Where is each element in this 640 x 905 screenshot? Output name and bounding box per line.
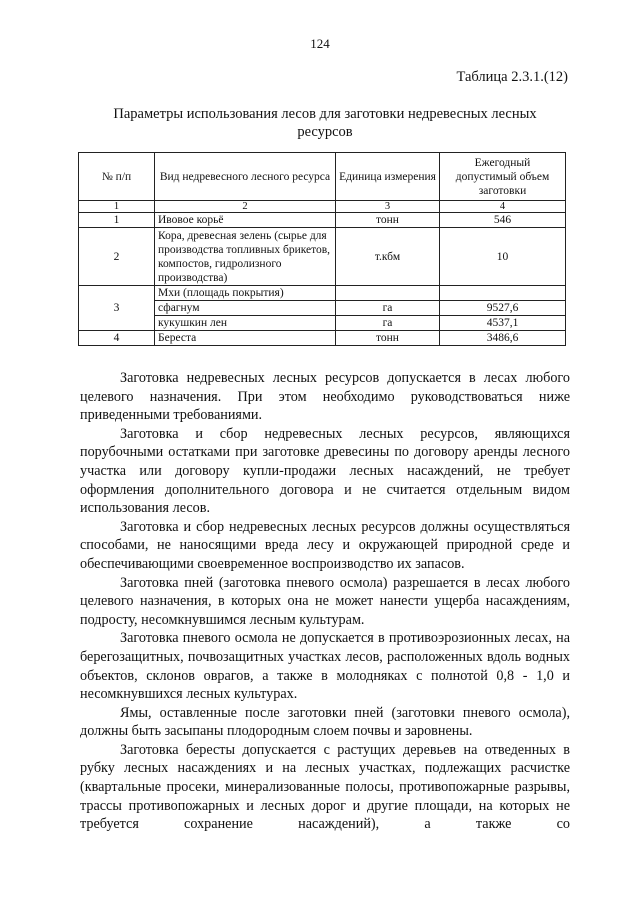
non-timber-resources-table [78, 152, 566, 346]
column-number-row [79, 201, 566, 213]
row-num: 2 [79, 228, 155, 286]
col-number: 2 [155, 201, 336, 213]
row-resource: Мхи (площадь покрытия) [155, 286, 336, 301]
col-number: 1 [79, 201, 155, 213]
row-resource: Береста [155, 331, 336, 346]
col-number: 4 [440, 201, 566, 213]
row-resource: кукушкин лен [155, 316, 336, 331]
col-number: 3 [336, 201, 440, 213]
row-volume [440, 286, 566, 301]
row-volume: 546 [440, 213, 566, 228]
paragraph: Заготовка пней (заготовка пневого осмола) разрешается в лесах любого целевого назначения, в которых она не может нанести ущерба насаждениям, подросту, несомкнувшимся лесным культурам. [80, 574, 570, 628]
row-unit: тонн [336, 213, 440, 228]
page-number: 124 [310, 36, 330, 51]
row-volume: 4537,1 [440, 316, 566, 331]
row-resource: Кора, древесная зелень (сырье для производства топливных брикетов, компостов, гидролизного производства) [155, 228, 336, 286]
paragraph: Заготовка недревесных лесных ресурсов допускается в лесах любого целевого назначения. При этом необходимо руководствоваться ниже приведенными требованиями. [80, 370, 570, 424]
paragraph: Заготовка и сбор недревесных лесных ресурсов, являющихся порубочными остатками при заготовке древесины по договору аренды лесного участка или договору купли-продажи лесных насаждений, не требует оформления дополнительного договора и не считается отдельным видом использования лесов. [80, 425, 570, 517]
header-unit: Единица измерения [336, 153, 440, 201]
row-resource: Ивовое корьё [155, 213, 336, 228]
header-annual-volume: Ежегодный допустимый объем заготовки [440, 153, 566, 201]
row-resource: сфагнум [155, 301, 336, 316]
header-resource-type: Вид недревесного лесного ресурса [155, 153, 336, 201]
table-row [79, 213, 566, 228]
table-reference: Таблица 2.3.1.(12) [456, 69, 568, 85]
table-row [79, 331, 566, 346]
table-row [79, 286, 566, 301]
row-num: 4 [79, 331, 155, 346]
paragraph: Ямы, оставленные после заготовки пней (заготовки пневого осмола), должны быть засыпаны плодородным слоем почвы и заровнены. [80, 704, 570, 740]
header-num: № п/п [79, 153, 155, 201]
row-volume: 9527,6 [440, 301, 566, 316]
row-unit: т.кбм [336, 228, 440, 286]
paragraph: Заготовка и сбор недревесных лесных ресурсов должны осуществляться способами, не наносящими вреда лесу и окружающей природной среде и обеспечивающими своевременное воспроизводство их запасов. [80, 518, 570, 572]
row-unit: тонн [336, 331, 440, 346]
row-num: 1 [79, 213, 155, 228]
row-volume: 3486,6 [440, 331, 566, 346]
row-unit [336, 286, 440, 301]
body-text [80, 369, 570, 834]
paragraph: Заготовка пневого осмола не допускается в противоэрозионных лесах, на берегозащитных, почвозащитных участках лесов, расположенных вдоль водных объектов, склонов оврагов, а также в молодняках с полнотой 0,8 - 1,0 и несомкнувшихся лесных культурах. [80, 630, 570, 703]
table-title: Параметры использования лесов для заготовки недревесных лесных ресурсов [113, 106, 537, 140]
paragraph: Заготовка бересты допускается с растущих деревьев на отведенных в рубку лесных насаждениях и на лесных участках, подлежащих расчистке (квартальные просеки, минерализованные полосы, противопожарные разрывы, трассы противопожарных и лесных дорог и другие площади, на которых не требуется сохранение насаждений), а также со [80, 741, 570, 833]
row-num: 3 [79, 286, 155, 331]
table-row [79, 228, 566, 286]
row-volume: 10 [440, 228, 566, 286]
row-unit: га [336, 301, 440, 316]
row-unit: га [336, 316, 440, 331]
